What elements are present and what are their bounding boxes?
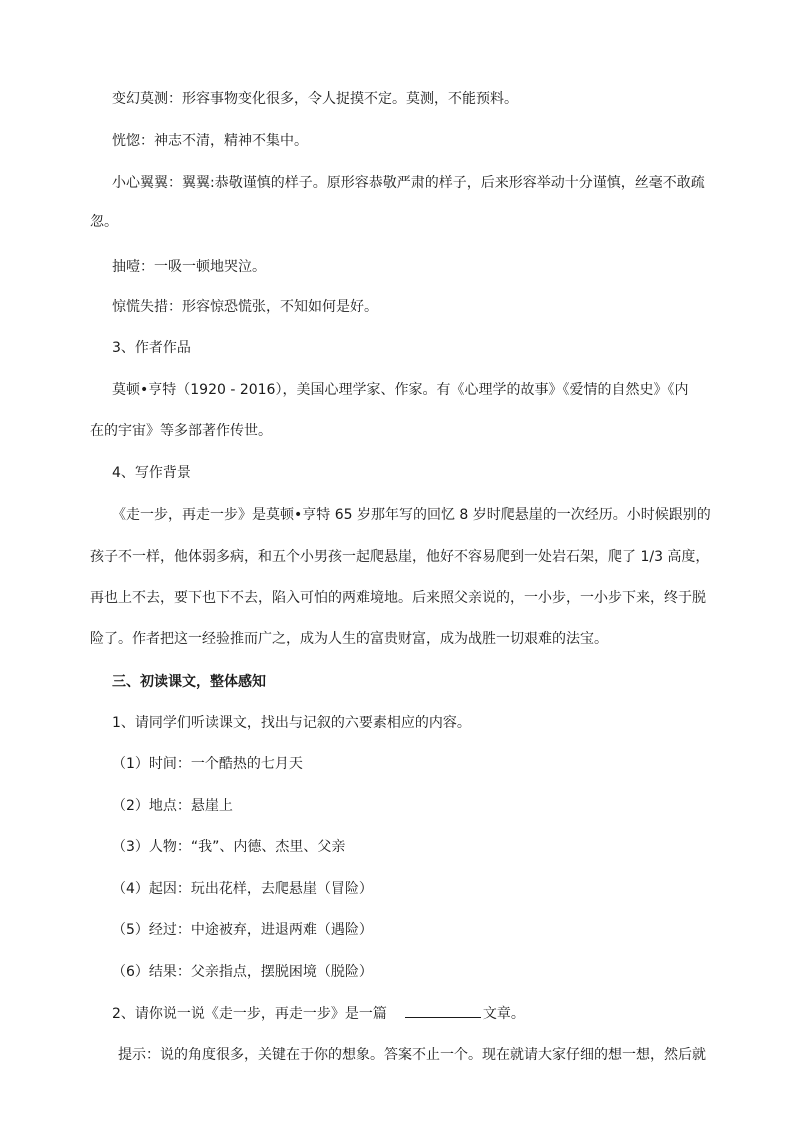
background-paragraph-line: 《走一步，再走一步》是莫顿•亨特 65 岁那年写的回忆 8 岁时爬悬崖的一次经历。小时候跟别的 [112,507,711,523]
part-heading: 三、初读课文，整体感知 [112,674,266,690]
question-2 [112,1003,525,1024]
background-paragraph-line: 再也上不去，要下也下不去，陷入可怕的两难境地。后来照父亲说的，一小步，一小步下来，终于脱 [90,590,706,606]
hint-line: 提示：说的角度很多，关键在于你的想象。答案不止一个。现在就请大家仔细的想一想，然后就 [118,1047,706,1063]
author-paragraph-line: 莫顿•亨特（1920 - 2016），美国心理学家、作家。有《心理学的故事》《爱情的自然史》《内 [112,382,689,398]
element-item: （1）时间：一个酷热的七月天 [112,756,303,772]
vocab-entry: 惊慌失措：形容惊恐慌张，不知如何是好。 [112,299,378,315]
question-1: 1、请同学们听读课文，找出与记叙的六要素相应的内容。 [112,715,471,731]
element-item: （3）人物：“我”、内德、杰里、父亲 [112,839,346,855]
question-2-suffix: 文章。 [482,1006,525,1022]
vocab-entry: 抽噎：一吸一顿地哭泣。 [112,259,266,275]
background-paragraph-line: 险了。作者把这一经验推而广之，成为人生的富贵财富，成为战胜一切艰难的法宝。 [90,631,608,647]
question-2-text: 2、请你说一说《走一步，再走一步》是一篇 [112,1006,387,1022]
background-paragraph-line: 孩子不一样，他体弱多病，和五个小男孩一起爬悬崖，他好不容易爬到一处岩石架，爬了 1/3 高度， [90,549,710,565]
section-heading-author: 3、作者作品 [112,340,191,356]
vocab-entry: 变幻莫测：形容事物变化很多，令人捉摸不定。莫测，不能预料。 [112,91,518,107]
vocab-entry: 恍惚：神志不清，精神不集中。 [112,133,308,149]
element-item: （5）经过：中途被弃，进退两难（遇险） [112,922,373,938]
element-item: （6）结果：父亲指点，摆脱困境（脱险） [112,964,373,980]
element-item: （2）地点：悬崖上 [112,798,233,814]
vocab-entry: 小心翼翼：翼翼:恭敬谨慎的样子。原形容恭敬严肃的样子，后来形容举动十分谨慎，丝毫不敢疏 [112,175,705,191]
vocab-entry-continuation: 忽。 [90,214,118,230]
answer-blank[interactable] [405,1003,481,1018]
author-paragraph-line: 在的宇宙》等多部著作传世。 [90,423,272,439]
section-heading-background: 4、写作背景 [112,465,191,481]
element-item: （4）起因：玩出花样，去爬悬崖（冒险） [112,881,373,897]
